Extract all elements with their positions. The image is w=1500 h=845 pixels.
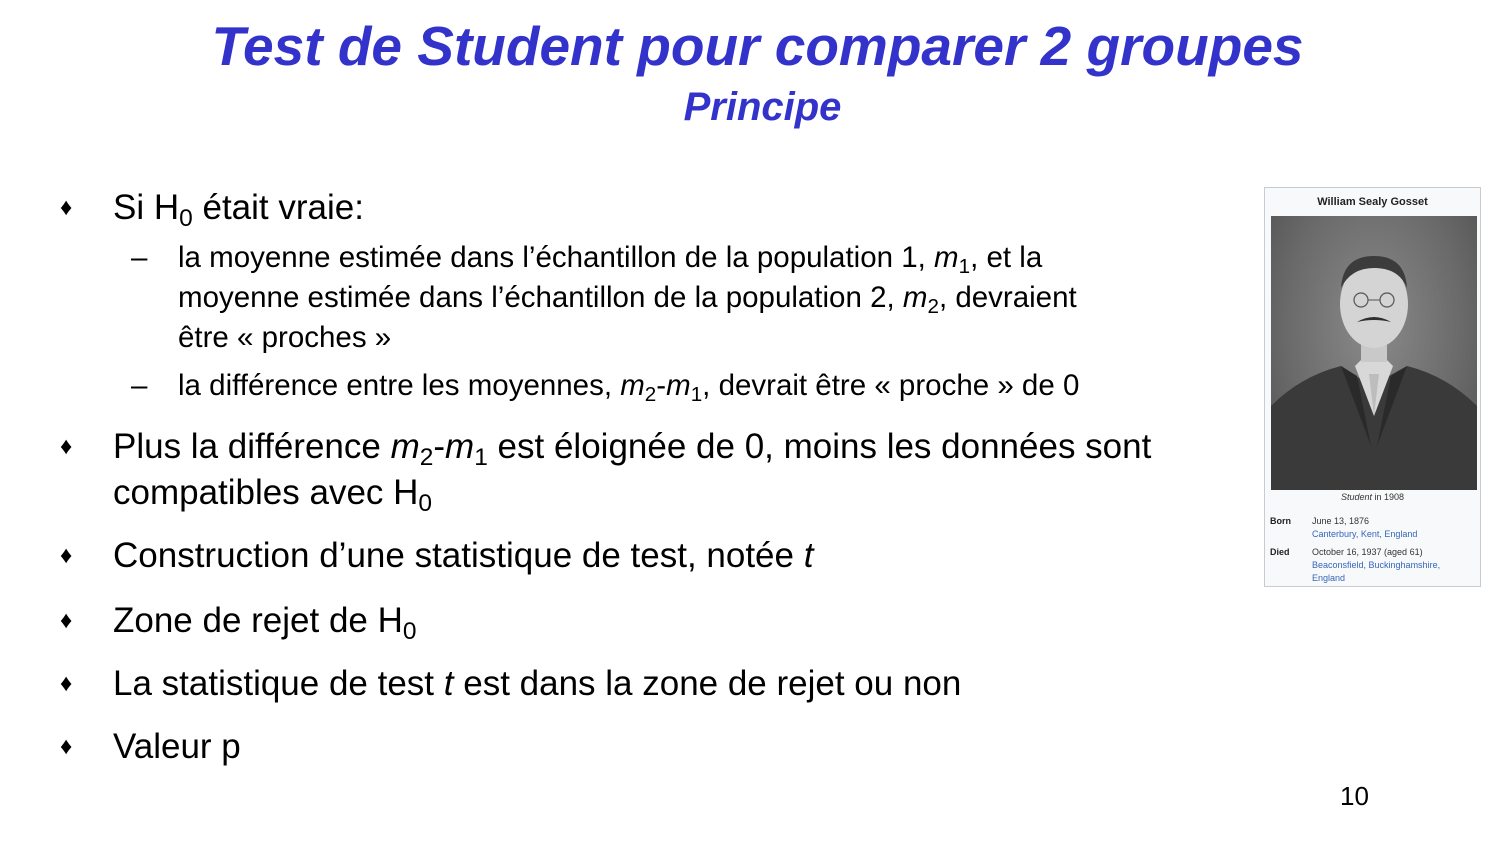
died-date: October 16, 1937 (aged 61) <box>1312 547 1423 557</box>
text: , devraient <box>938 281 1077 314</box>
text: la différence entre les moyennes, <box>178 369 621 402</box>
slide-subtitle: Principe <box>683 85 842 129</box>
text: est dans la zone de rejet ou non <box>453 664 962 703</box>
subscript: 0 <box>402 617 417 645</box>
portrait-photo <box>1271 216 1477 490</box>
subscript: 0 <box>179 204 193 232</box>
en-dash-icon: – <box>131 369 148 402</box>
sub-bullet-line <box>178 318 1218 358</box>
text: Construction d’une statistique de test, notée <box>113 536 804 575</box>
black-diamond-icon: ♦ <box>60 733 73 760</box>
died-label: Died <box>1270 547 1290 557</box>
text: moyenne estimée dans l’échantillon de la population 2, <box>178 281 903 314</box>
bullet-item <box>60 424 1243 517</box>
black-diamond-icon: ♦ <box>60 433 73 460</box>
math-var: t <box>803 536 814 575</box>
en-dash-icon: – <box>131 241 148 274</box>
bullet-item <box>60 724 1243 770</box>
text: La statistique de test <box>113 664 444 703</box>
text: - <box>656 369 667 402</box>
subscript: 1 <box>690 382 703 406</box>
subscript: 2 <box>927 294 939 318</box>
slide-title: Test de Student pour comparer 2 groupes <box>211 15 1304 77</box>
died-place-link-2[interactable]: England <box>1312 573 1346 583</box>
black-diamond-icon: ♦ <box>60 607 73 634</box>
sub-bullet-item <box>131 366 1218 406</box>
subscript: 0 <box>418 489 433 517</box>
math-var: m <box>666 369 691 402</box>
subscript: 2 <box>644 382 657 406</box>
caption-text: in 1908 <box>1372 492 1405 502</box>
math-var: m <box>445 427 475 466</box>
subscript: 2 <box>419 443 434 471</box>
math-var: m <box>902 281 928 314</box>
text: , et la <box>970 241 1043 274</box>
infobox-card <box>1264 187 1481 587</box>
text: Plus la différence <box>113 427 391 466</box>
bullet-text: Si H <box>113 188 180 227</box>
subscript: 1 <box>474 443 488 471</box>
born-place-link[interactable]: Canterbury, Kent, England <box>1312 529 1418 539</box>
text: être « proches » <box>178 321 392 354</box>
born-label: Born <box>1270 516 1291 526</box>
math-var: m <box>620 369 645 402</box>
text: Zone de rejet de H <box>113 601 403 640</box>
text: la moyenne estimée dans l’échantillon de la population 1, <box>178 241 935 274</box>
photo-caption <box>1265 492 1480 502</box>
bullet-text: était vraie: <box>192 188 364 227</box>
sub-bullet-line <box>178 278 1218 318</box>
died-value <box>1312 546 1477 585</box>
black-diamond-icon: ♦ <box>60 542 73 569</box>
subscript: 1 <box>958 254 971 278</box>
sub-bullet-item <box>131 238 1218 358</box>
sub-bullet-line <box>178 238 1218 278</box>
infobox-name: William Sealy Gosset <box>1317 196 1428 208</box>
black-diamond-icon: ♦ <box>60 670 73 697</box>
born-value <box>1312 515 1477 541</box>
math-var: m <box>390 427 420 466</box>
text: - <box>433 427 446 466</box>
page-number: 10 <box>1340 781 1369 811</box>
bullet-item <box>60 533 1243 579</box>
math-var: t <box>443 664 454 703</box>
text: compatibles avec H <box>113 473 419 512</box>
died-place-link[interactable]: Beaconsfield, Buckinghamshire, <box>1312 560 1441 570</box>
math-var: m <box>934 241 959 274</box>
text: Valeur p <box>113 727 241 766</box>
bullet-item <box>60 598 1243 645</box>
text: est éloignée de 0, moins les données sont <box>487 427 1152 466</box>
caption-italic: Student <box>1340 492 1372 502</box>
born-date: June 13, 1876 <box>1312 516 1370 526</box>
black-diamond-icon: ♦ <box>60 194 73 221</box>
bullet-item <box>60 661 1243 707</box>
bullet-item <box>60 185 1243 232</box>
text: , devrait être « proche » de 0 <box>702 369 1080 402</box>
